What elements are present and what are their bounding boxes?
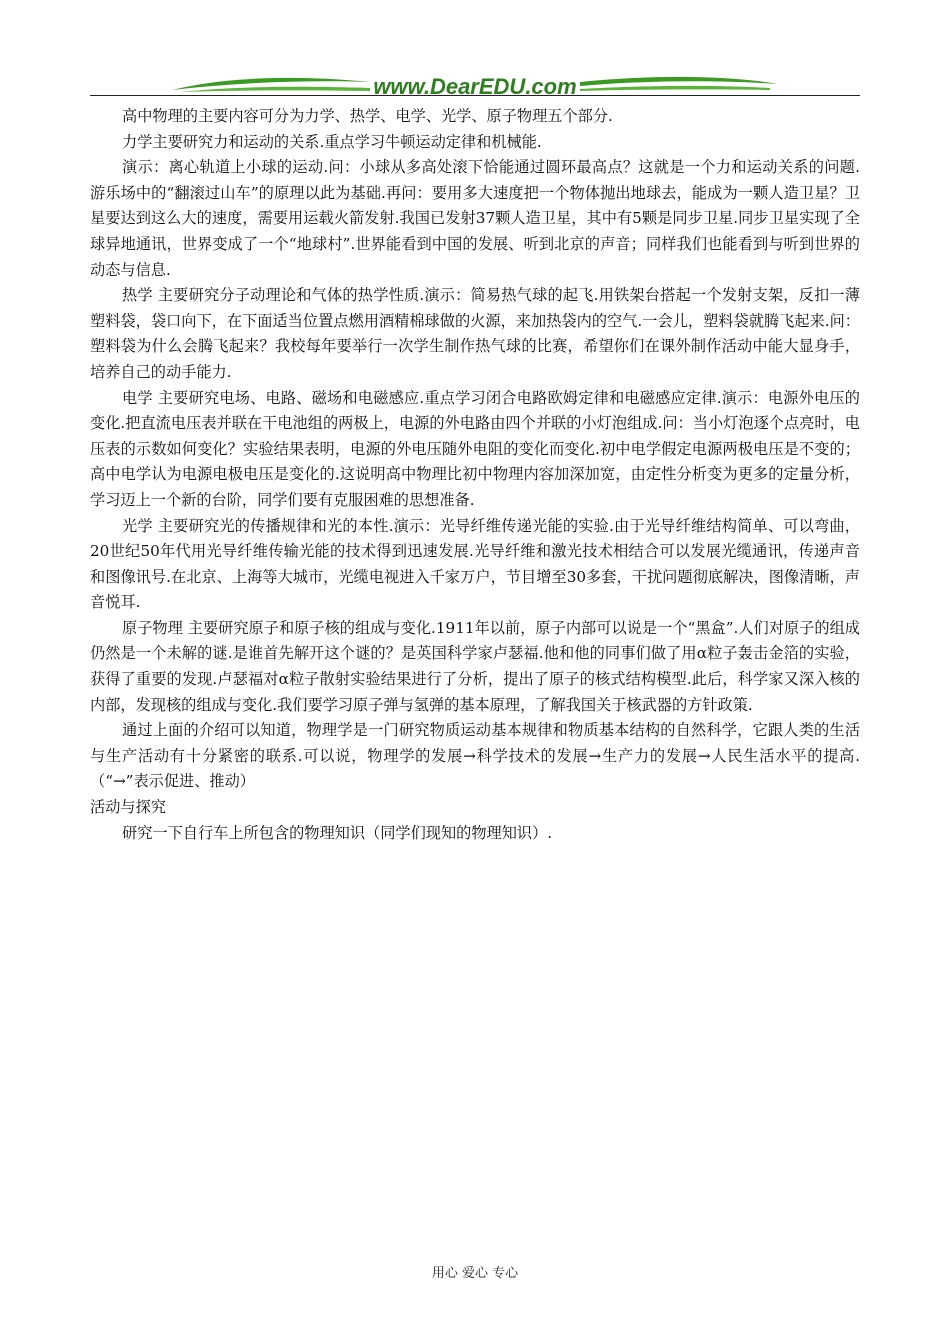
activity-paragraph: 研究一下自行车上所包含的物理知识（同学们现知的物理知识）. <box>122 823 553 842</box>
site-logo-text: www.DearEDU.com <box>373 74 577 99</box>
right-swoosh-tail-icon <box>580 86 770 91</box>
mechanics-paragraph: 力学主要研究力和运动的关系.重点学习牛顿运动定律和机械能. <box>122 132 542 151</box>
optics-paragraph: 光学 主要研究光的传播规律和光的本性.演示：光导纤维传递光能的实验.由于光导纤维结构简单、可以弯曲，20世纪50年代用光导纤维传输光能的技术得到迅速发展.光导纤维和激光技术相结合可以发展光缆通讯，传递声音和图像讯号.在北京、上海等大城市，光缆电视进入千家万户，节目增至30多套，干扰问题彻底解决，图像清晰，声音悦耳. <box>90 516 860 612</box>
electricity-paragraph: 电学 主要研究电场、电路、磁场和电磁感应.重点学习闭合电路欧姆定律和电磁感应定律.演示：电源外电压的变化.把直流电压表并联在干电池组的两极上，电源的外电路由四个并联的小灯泡组成.问：当小灯泡逐个点亮时，电压表的示数如何变化？实验结果表明，电源的外电压随外电阻的变化而变化.初中电学假定电源两极电压是不变的；高中电学认为电源电极电压是变化的.这说明高中物理比初中物理内容加深加宽，由定性分析变为更多的定量分析，学习迈上一个新的台阶，同学们要有克服困难的思想准备. <box>90 388 860 509</box>
thermal-paragraph: 热学 主要研究分子动理论和气体的热学性质.演示：简易热气球的起飞.用铁架台搭起一个发射支架，反扣一薄塑料袋，袋口向下，在下面适当位置点燃用酒精棉球做的火源，来加热袋内的空气.一会儿，塑料袋就腾飞起来.问：塑料袋为什么会腾飞起来？我校每年要举行一次学生制作热气球的比赛，希望你们在课外制作活动中能大显身手，培养自己的动手能力. <box>90 286 860 381</box>
mechanics-demo-paragraph: 演示：离心轨道上小球的运动.问：小球从多高处滚下恰能通过圆环最高点？这就是一个力和运动关系的问题.游乐场中的“翻滚过山车”的原理以此为基础.再问：要用多大速度把一个物体抛出地球去，能成为一颗人造卫星？卫星要达到这么大的速度，需要用运载火箭发射.我国已发射37颗人造卫星，其中有5颗是同步卫星.同步卫星实现了全球异地通讯，世界变成了一个“地球村”.世界能看到中国的发展、听到北京的声音；同样我们也能看到与听到世界的动态与信息. <box>90 158 860 279</box>
section-heading: 活动与探究 <box>90 798 166 817</box>
left-swoosh-tail-icon <box>180 87 370 92</box>
right-swoosh-icon <box>580 77 778 86</box>
page-footer: 用心 爱心 专心 <box>431 1266 519 1281</box>
atomic-physics-paragraph: 原子物理 主要研究原子和原子核的组成与变化.1911年以前，原子内部可以说是一个“黑盒”.人们对原子的组成仍然是一个未解的谜.是谁首先解开这个谜的？是英国科学家卢瑟福.他和他的同事们做了用α粒子轰击金箔的实验，获得了重要的发现.卢瑟福对α粒子散射实验结果进行了分析，提出了原子的核式结构模型.此后，科学家又深入核的内部，发现核的组成与变化.我们要学习原子弹与氢弹的基本原理，了解我国关于核武器的方针政策. <box>90 618 860 714</box>
document-body <box>90 104 860 846</box>
header-divider <box>90 95 860 96</box>
intro-paragraph: 高中物理的主要内容可分为力学、热学、电学、光学、原子物理五个部分. <box>122 107 613 125</box>
summary-paragraph: 通过上面的介绍可以知道，物理学是一门研究物质运动基本规律和物质基本结构的自然科学，它跟人类的生活与生产活动有十分紧密的联系.可以说，物理学的发展→科学技术的发展→生产力的发展→人民生活水平的提高.（“→”表示促进、推动） <box>90 721 860 791</box>
